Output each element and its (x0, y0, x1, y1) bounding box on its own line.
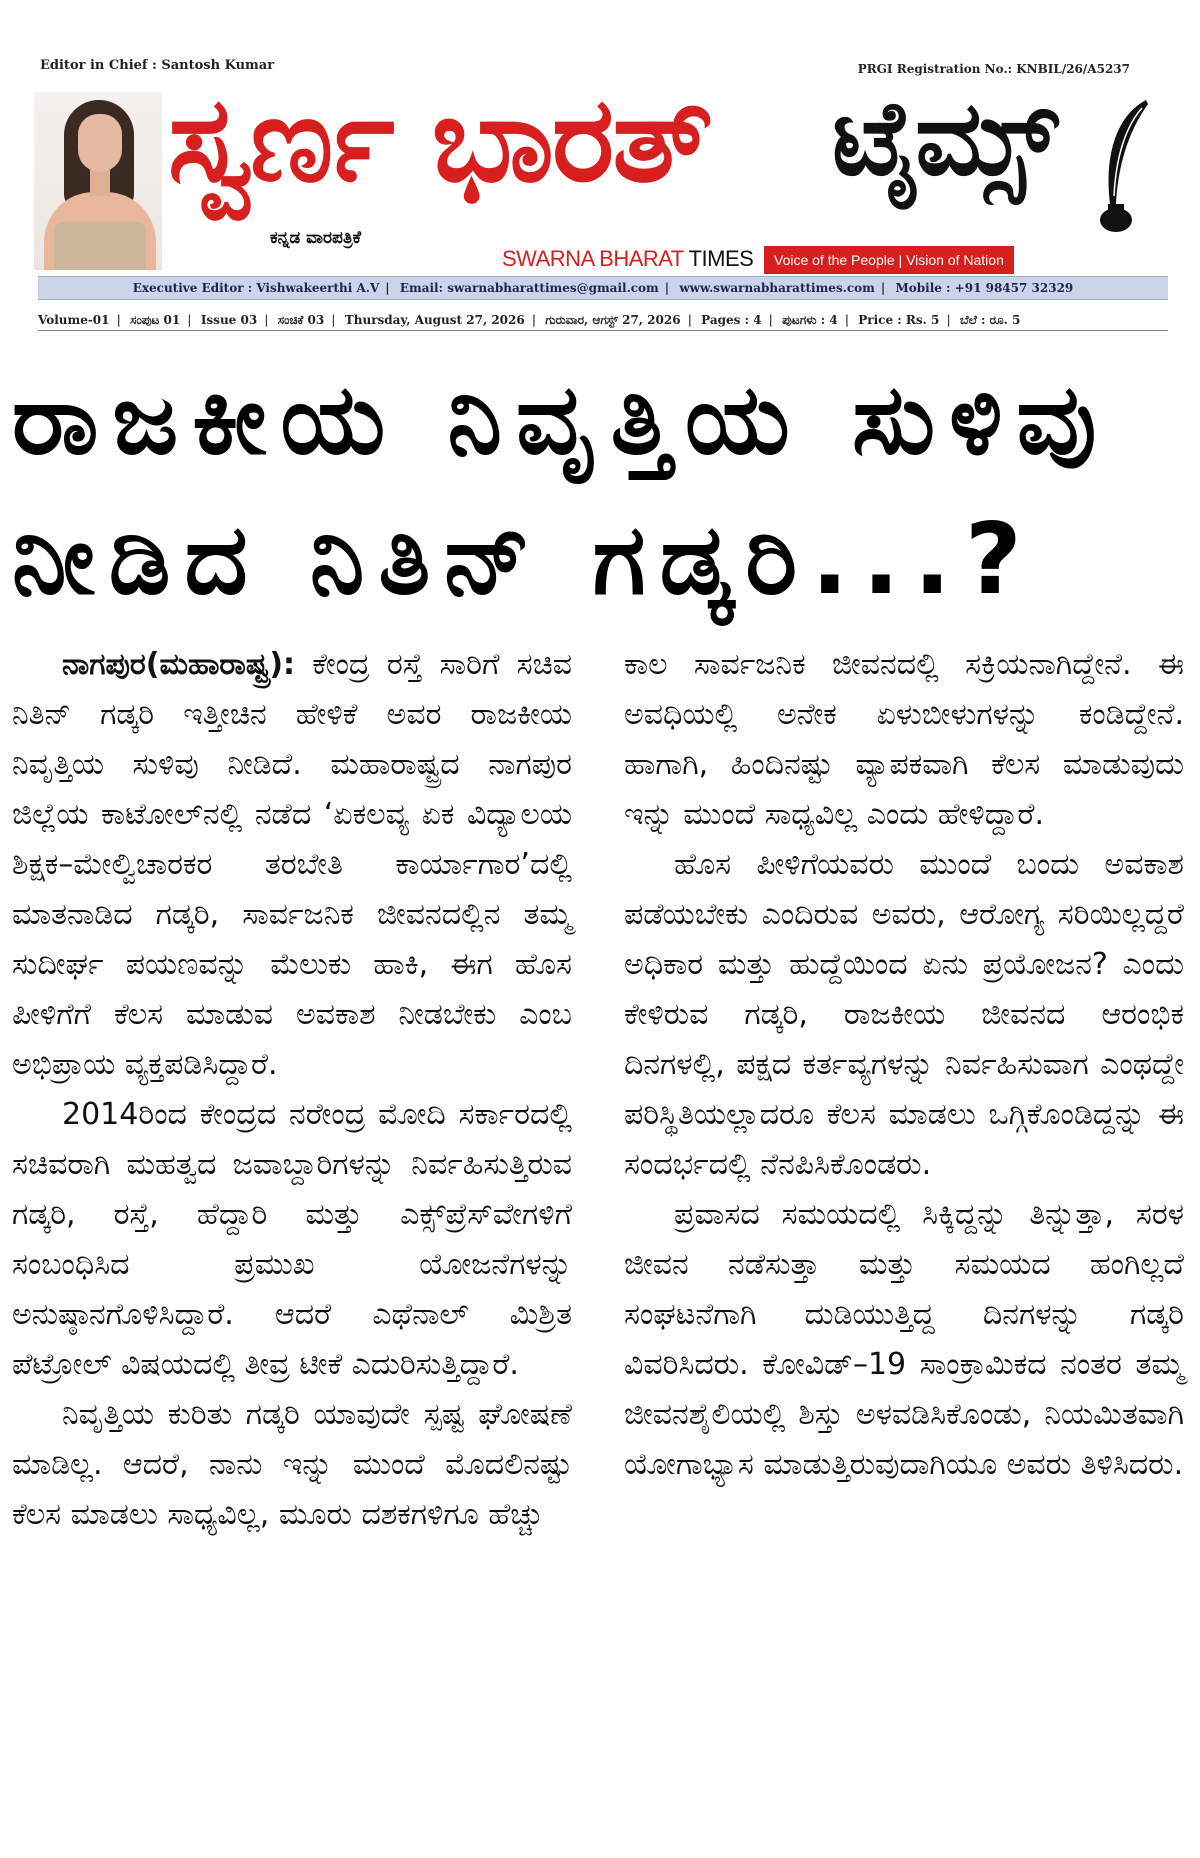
masthead-tagline: Voice of the People | Vision of Nation (764, 246, 1014, 274)
mobile: Mobile : +91 98457 32329 (895, 281, 1074, 295)
headline-line-2: ನೀಡಿದ ನಿತಿನ್ ಗಡ್ಕರಿ...? (12, 503, 1036, 617)
website: www.swarnabharattimes.com (679, 281, 875, 295)
article-headline (12, 350, 1188, 630)
left-paragraph-3: ನಿವೃತ್ತಿಯ ಕುರಿತು ಗಡ್ಕರಿ ಯಾವುದೇ ಸ್ಪಷ್ಟ ಘೋಷಣೆ ಮಾಡಿಲ್ಲ. ಆದರೆ, ನಾನು ಇನ್ನು ಮುಂದೆ ಮೊದಲಿನಷ್ಟು ಕೆಲಸ ಮಾಡಲು ಸಾಧ್ಯವಿಲ್ಲ, ಮೂರು ದಶಕಗಳಿಗೂ ಹೆಚ್ಚು (12, 1397, 572, 1532)
masthead-portrait-photo (34, 92, 162, 270)
volume-kannada: ಸಂಪುಟ 01 (130, 313, 181, 327)
right-paragraph-2: ಹೊಸ ಪೀಳಿಗೆಯವರು ಮುಂದೆ ಬಂದು ಅವಕಾಶ ಪಡೆಯಬೇಕು ಎಂದಿರುವ ಅವರು, ಆರೋಗ್ಯ ಸರಿಯಿಲ್ಲದ್ದರೆ ಅಧಿಕಾರ ಮತ್ತು ಹುದ್ದೆಯಿಂದ ಏನು ಪ್ರಯೋಜನ? ಎಂದು ಕೇಳಿರುವ ಗಡ್ಕರಿ, ರಾಜಕೀಯ ಜೀವನದ ಆರಂಭಿಕ ದಿನಗಳಲ್ಲಿ, ಪಕ್ಷದ ಕರ್ತವ್ಯಗಳನ್ನು ನಿರ್ವಹಿಸುವಾಗ ಎಂಥದ್ದೇ ಪರಿಸ್ಥಿತಿಯಲ್ಲಾದರೂ ಕೆಲಸ ಮಾಡಲು ಒಗ್ಗಿಕೊಂಡಿದ್ದನ್ನು ಈ ಸಂದರ್ಭದಲ್ಲಿ ನೆನಪಿಸಿಕೊಂಡರು. (624, 847, 1184, 1182)
right-paragraph-3: ಪ್ರವಾಸದ ಸಮಯದಲ್ಲಿ ಸಿಕ್ಕಿದ್ದನ್ನು ತಿನ್ನುತ್ತಾ, ಸರಳ ಜೀವನ ನಡೆಸುತ್ತಾ ಮತ್ತು ಸಮಯದ ಹಂಗಿಲ್ಲದೆ ಸಂಘಟನೆಗಾಗಿ ದುಡಿಯುತ್ತಿದ್ದ ದಿನಗಳನ್ನು ಗಡ್ಕರಿ ವಿವರಿಸಿದರು. ಕೋವಿಡ್–19 ಸಾಂಕ್ರಾಮಿಕದ ನಂತರ ತಮ್ಮ ಜೀವನಶೈಲಿಯಲ್ಲಿ ಶಿಸ್ತು ಅಳವಡಿಸಿಕೊಂಡು, ನಿಯಮಿತವಾಗಿ ಯೋಗಾಭ್ಯಾಸ ಮಾಡುತ್ತಿರುವುದಾಗಿಯೂ ಅವರು ತಿಳಿಸಿದರು. (624, 1197, 1184, 1482)
masthead-title-black: ಟೈಮ್ಸ್ (832, 77, 1058, 199)
pages-kannada: ಪುಟಗಳು : 4 (782, 313, 838, 327)
right-paragraph-1: ಕಾಲ ಸಾರ್ವಜನಿಕ ಜೀವನದಲ್ಲಿ ಸಕ್ರಿಯನಾಗಿದ್ದೇನೆ. ಈ ಅವಧಿಯಲ್ಲಿ ಅನೇಕ ಏಳುಬೀಳುಗಳನ್ನು ಕಂಡಿದ್ದೇನೆ. ಹಾಗಾಗಿ, ಹಿಂದಿನಷ್ಟು ವ್ಯಾಪಕವಾಗಿ ಕೆಲಸ ಮಾಡುವುದು ಇನ್ನು ಮುಂದೆ ಸಾಧ್ಯವಿಲ್ಲ ಎಂದು ಹೇಳಿದ್ದಾರೆ. (624, 647, 1184, 832)
price-kannada: ಬೆಲೆ : ರೂ. 5 (959, 313, 1021, 327)
english-name-black: TIMES (688, 246, 754, 271)
masthead-subtitle: ಕನ್ನಡ ವಾರಪತ್ರಿಕೆ (270, 228, 362, 248)
article-column-right (624, 640, 1184, 1490)
date-english: Thursday, August 27, 2026 (344, 313, 525, 327)
editor-in-chief: Editor in Chief : Santosh Kumar (40, 58, 275, 73)
pages: Pages : 4 (701, 313, 762, 327)
english-name-red: SWARNA BHARAT (502, 246, 684, 271)
email: Email: swarnabharattimes@gmail.com (399, 281, 659, 295)
executive-editor: Executive Editor : Vishwakeerthi A.V (132, 281, 380, 295)
price: Price : Rs. 5 (858, 313, 940, 327)
prgi-registration: PRGI Registration No.: KNBIL/26/A5237 (857, 62, 1130, 76)
quill-inkpot-icon (1096, 96, 1152, 236)
volume: Volume-01 (38, 313, 110, 327)
info-bar: Executive Editor : Vishwakeerthi A.V | Email: swarnabharattimes@gmail.com | www.swarnabharattimes.com | Mobile : +91 98457 32329 (38, 276, 1168, 300)
issue: Issue 03 (200, 313, 258, 327)
left-paragraph-1: ಕೇಂದ್ರ ರಸ್ತೆ ಸಾರಿಗೆ ಸಚಿವ ನಿತಿನ್ ಗಡ್ಕರಿ ಇತ್ತೀಚಿನ ಹೇಳಿಕೆ ಅವರ ರಾಜಕೀಯ ನಿವೃತ್ತಿಯ ಸುಳಿವು ನೀಡಿದೆ. ಮಹಾರಾಷ್ಟ್ರದ ನಾಗಪುರ ಜಿಲ್ಲೆಯ ಕಾಟೋಲ್‌ನಲ್ಲಿ ನಡೆದ ‘ಏಕಲವ್ಯ ಏಕ ವಿದ್ಯಾಲಯ ಶಿಕ್ಷಕ–ಮೇಲ್ವಿಚಾರಕರ ತರಬೇತಿ ಕಾರ್ಯಾಗಾರ’ದಲ್ಲಿ ಮಾತನಾಡಿದ ಗಡ್ಕರಿ, ಸಾರ್ವಜನಿಕ ಜೀವನದಲ್ಲಿನ ತಮ್ಮ ಸುದೀರ್ಘ ಪಯಣವನ್ನು ಮೆಲುಕು ಹಾಕಿ, ಈಗ ಹೊಸ ಪೀಳಿಗೆಗೆ ಕೆಲಸ ಮಾಡುವ ಅವಕಾಶ ನೀಡಬೇಕು ಎಂಬ ಅಭಿಪ್ರಾಯ ವ್ಯಕ್ತಪಡಿಸಿದ್ದಾರೆ. (12, 647, 572, 1082)
dateline: ನಾಗಪುರ(ಮಹಾರಾಷ್ಟ್ರ): (62, 647, 296, 682)
issue-line: Volume-01 | ಸಂಪುಟ 01 | Issue 03 | ಸಂಚಿಕೆ 03 | Thursday, August 27, 2026 | ಗುರುವಾರ, ಆಗಸ್ಟ್ 27, 2026 | Pages : 4 | ಪುಟಗಳು : 4 | Price : Rs. 5 | ಬೆಲೆ : ರೂ. 5 (38, 310, 1168, 331)
issue-kannada: ಸಂಚಿಕೆ 03 (277, 313, 325, 327)
masthead-title-red: ಸ್ವರ್ಣ ಭಾರತ್ (168, 70, 712, 208)
article-column-left (12, 640, 572, 1540)
left-paragraph-2: 2014ರಿಂದ ಕೇಂದ್ರದ ನರೇಂದ್ರ ಮೋದಿ ಸರ್ಕಾರದಲ್ಲಿ ಸಚಿವರಾಗಿ ಮಹತ್ವದ ಜವಾಬ್ದಾರಿಗಳನ್ನು ನಿರ್ವಹಿಸುತ್ತಿರುವ ಗಡ್ಕರಿ, ರಸ್ತೆ, ಹೆದ್ದಾರಿ ಮತ್ತು ಎಕ್ಸ್‌ಪ್ರೆಸ್‌ವೇಗಳಿಗೆ ಸಂಬಂಧಿಸಿದ ಪ್ರಮುಖ ಯೋಜನೆಗಳನ್ನು ಅನುಷ್ಠಾನಗೊಳಿಸಿದ್ದಾರೆ. ಆದರೆ ಎಥೆನಾಲ್ ಮಿಶ್ರಿತ ಪೆಟ್ರೋಲ್ ವಿಷಯದಲ್ಲಿ ತೀವ್ರ ಟೀಕೆ ಎದುರಿಸುತ್ತಿದ್ದಾರೆ. (12, 1097, 572, 1382)
headline-line-1: ರಾಜಕೀಯ ನಿವೃತ್ತಿಯ ಸುಳಿವು (12, 363, 1111, 477)
date-kannada: ಗುರುವಾರ, ಆಗಸ್ಟ್ 27, 2026 (545, 313, 681, 327)
masthead-english-name (502, 246, 753, 272)
